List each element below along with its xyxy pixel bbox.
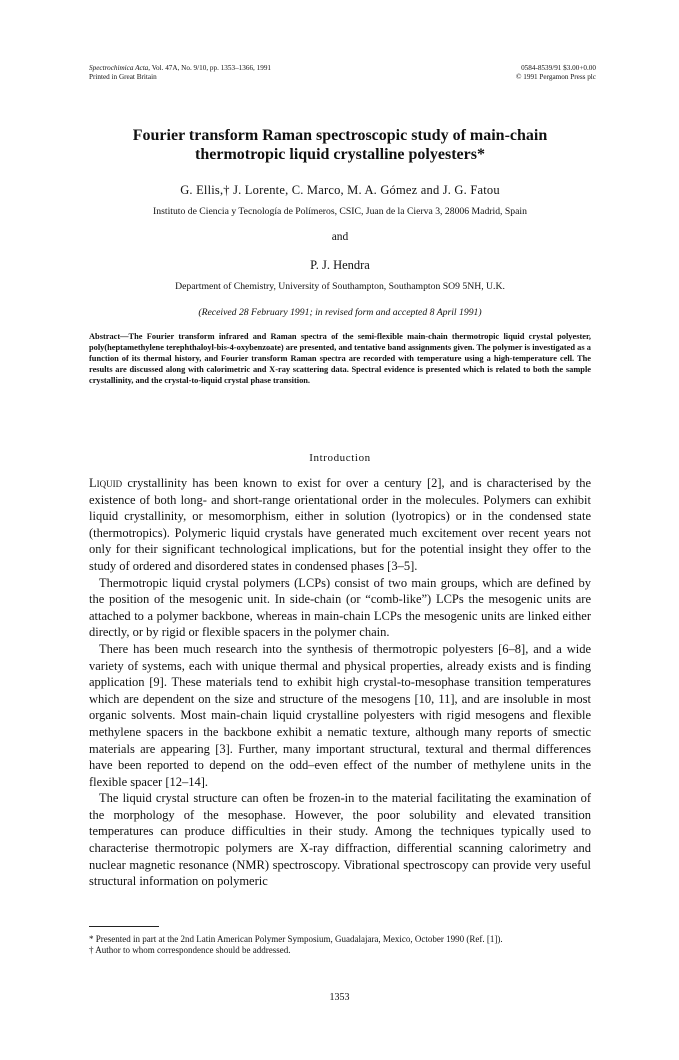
- printed-in: Printed in Great Britain: [89, 73, 157, 81]
- received-dates: (Received 28 February 1991; in revised form and accepted 8 April 1991): [198, 307, 482, 318]
- paper-title: [80, 126, 600, 164]
- section-heading-text: Introduction: [309, 452, 371, 464]
- affiliation-madrid: Instituto de Ciencia y Tecnología de Polímeros, CSIC, Juan de la Cierva 3, 28006 Madrid, Spain: [153, 206, 527, 217]
- paragraph-4: The liquid crystal structure can often be frozen-in to the material facilitating the examination of the morphology of the mesophase. However, the poor solubility and elevated transition temperatures can produce difficulties in their study. Among the techniques typically used to characterise thermotropic polymers are X-ray diffraction, differential scanning calorimetry and nuclear magnetic resonance (NMR) spectroscopy. Vibrational spectroscopy can provide very useful structural information on polymeric: [89, 791, 591, 889]
- footnote-rule: [89, 926, 159, 927]
- section-heading: [60, 452, 620, 464]
- author-conjunction: and: [331, 231, 349, 243]
- paper-title-line-2: thermotropic liquid crystalline polyesters*: [195, 146, 485, 163]
- journal-header-left: [89, 64, 271, 82]
- footnotes: [89, 934, 591, 957]
- journal-name: Spectrochimica Acta,: [89, 64, 151, 72]
- journal-citation: Vol. 47A, No. 9/10, pp. 1353–1366, 1991: [150, 64, 272, 72]
- abstract: [89, 331, 591, 386]
- affiliation-southampton: Department of Chemistry, University of Southampton, Southampton SO9 5NH, U.K.: [175, 281, 505, 292]
- issn-price: 0584-8539/91 $3.00+0.00: [521, 64, 596, 72]
- paper-title-line-1: Fourier transform Raman spectroscopic study of main-chain: [132, 127, 548, 144]
- paragraph-1-lead: Liquid: [89, 476, 123, 490]
- footnote-presented: * Presented in part at the 2nd Latin American Polymer Symposium, Guadalajara, Mexico, October 1990 (Ref. [1]).: [89, 934, 503, 944]
- copyright-notice: © 1991 Pergamon Press plc: [516, 73, 596, 81]
- abstract-text: —The Fourier transform infrared and Raman spectra of the semi-flexible main-chain thermotropic liquid crystal polyester, poly(heptamethylene terephthaloyl-bis-4-oxybenzoate) are presented, and tentative band assignments given. The polymer is investigated as a function of its thermal history, and Fourier transform Raman spectra are recorded with temperature using a high-temperature cell. The results are discussed along with calorimetric and X-ray scattering data. Spectral evidence is presented which is related to both the sample crystallinity, and the crystal-to-liquid crystal phase transition.: [89, 332, 591, 386]
- body-text: [89, 475, 591, 890]
- paragraph-1-text: crystallinity has been known to exist for over a century [2], and is characterised by the existence of both long- and short-range orientational order in the molecules. Polymers can exhibit liquid crystallinity, or mesomorphism, either in solution (lyotropics) or in the condensed state (thermotropics). Polymeric liquid crystals have generated much excitement over recent years not only for their significant technological implications, but for the potential insight they offer to the study of ordered and disordered states in condensed phases [3–5].: [89, 476, 591, 573]
- footnote-correspondence: † Author to whom correspondence should be addressed.: [89, 945, 291, 956]
- journal-citation-line: [89, 64, 271, 73]
- paragraph-1: [89, 475, 591, 575]
- author-list: G. Ellis,† J. Lorente, C. Marco, M. A. Gómez and J. G. Fatou: [180, 183, 500, 197]
- page-number: 1353: [329, 992, 350, 1003]
- paragraph-2: Thermotropic liquid crystal polymers (LCPs) consist of two main groups, which are defined by the position of the mesogenic unit. In side-chain (or “comb-like”) LCPs the mesogenic units are attached to a polymer backbone, whereas in main-chain LCPs the mesogenic units are linked either directly, or by rigid or flexible spacers in the polymer chain.: [89, 575, 591, 640]
- paragraph-3: There has been much research into the synthesis of thermotropic polyesters [6–8], and a wide variety of systems, each with unique thermal and physical properties, already exists and is finding application [9]. These materials tend to exhibit high crystal-to-mesophase transition temperatures which are dependent on the size and structure of the mesogens [10, 11], and are insoluble in most organic solvents. Most main-chain liquid crystalline polyesters with rigid mesogens and flexible methylene spacers in the backbone exhibit a nematic texture, although many reports of smectic materials are appearing [3]. Further, many important structural, textural and thermal differences have been reported to depend on the odd–even effect of the number of methylene units in the flexible spacer [12–14].: [89, 641, 591, 789]
- author-second-group: P. J. Hendra: [310, 258, 370, 272]
- journal-header-right: [516, 64, 596, 82]
- abstract-label: Abstract: [89, 332, 121, 341]
